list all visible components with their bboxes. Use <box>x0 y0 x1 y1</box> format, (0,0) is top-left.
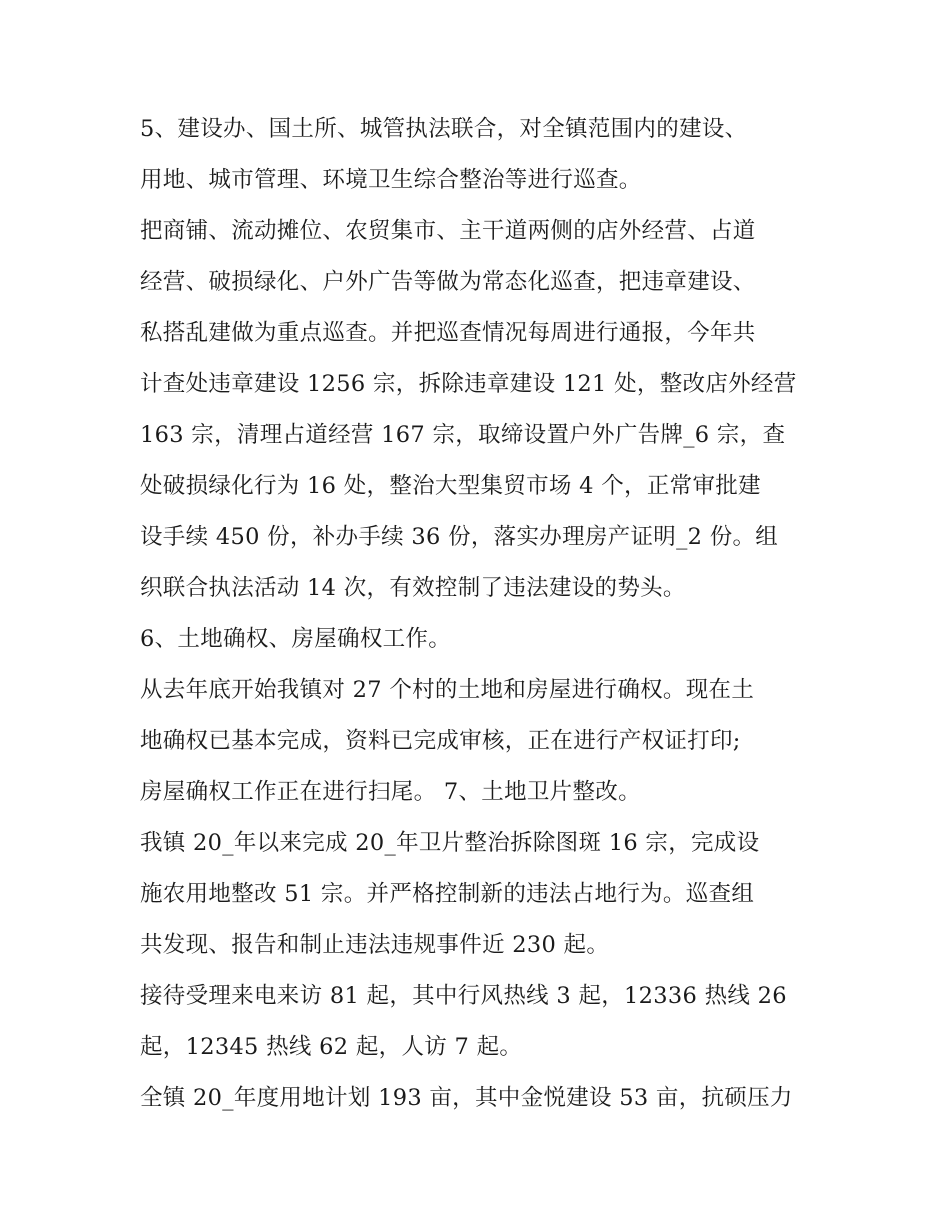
text-line: 从去年底开始我镇对 27 个村的土地和房屋进行确权。现在土 <box>140 677 755 703</box>
text-line: 计查处违章建设 1256 宗，拆除违章建设 121 处，整改店外经营 <box>140 371 797 397</box>
text-line: 处破损绿化行为 16 处，整治大型集贸市场 4 个，正常审批建 <box>140 473 761 499</box>
text-line: 全镇 20_年度用地计划 193 亩，其中金悦建设 53 亩，抗硕压力 <box>140 1085 793 1111</box>
text-line: 6、土地确权、房屋确权工作。 <box>140 626 452 652</box>
text-line: 施农用地整改 51 宗。并严格控制新的违法占地行为。巡查组 <box>140 881 755 907</box>
text-line: 房屋确权工作正在进行扫尾。 7、土地卫片整改。 <box>140 779 641 805</box>
text-line: 私搭乱建做为重点巡查。并把巡查情况每周进行通报，今年共 <box>140 320 756 346</box>
text-line: 5、建设办、国土所、城管执法联合，对全镇范围内的建设、 <box>140 116 748 142</box>
body-text <box>140 104 830 1124</box>
text-line: 我镇 20_年以来完成 20_年卫片整治拆除图斑 16 宗，完成设 <box>140 830 760 856</box>
text-line: 共发现、报告和制止违法违规事件近 230 起。 <box>140 932 610 958</box>
text-line: 织联合执法活动 14 次，有效控制了违法建设的势头。 <box>140 575 686 601</box>
text-line: 163 宗，清理占道经营 167 宗，取缔设置户外广告牌_6 宗，查 <box>140 422 786 448</box>
text-line: 设手续 450 份，补办手续 36 份，落实办理房产证明_2 份。组 <box>140 524 779 550</box>
text-line: 接待受理来电来访 81 起，其中行风热线 3 起，12336 热线 26 <box>140 983 787 1009</box>
text-line: 用地、城市管理、环境卫生综合整治等进行巡查。 <box>140 167 642 193</box>
text-line: 起，12345 热线 62 起，人访 7 起。 <box>140 1034 523 1060</box>
text-line: 经营、破损绿化、户外广告等做为常态化巡查，把违章建设、 <box>140 269 756 295</box>
text-line: 地确权已基本完成，资料已完成审核，正在进行产权证打印; <box>140 728 741 754</box>
text-line: 把商铺、流动摊位、农贸集市、主干道两侧的店外经营、占道 <box>140 218 756 244</box>
